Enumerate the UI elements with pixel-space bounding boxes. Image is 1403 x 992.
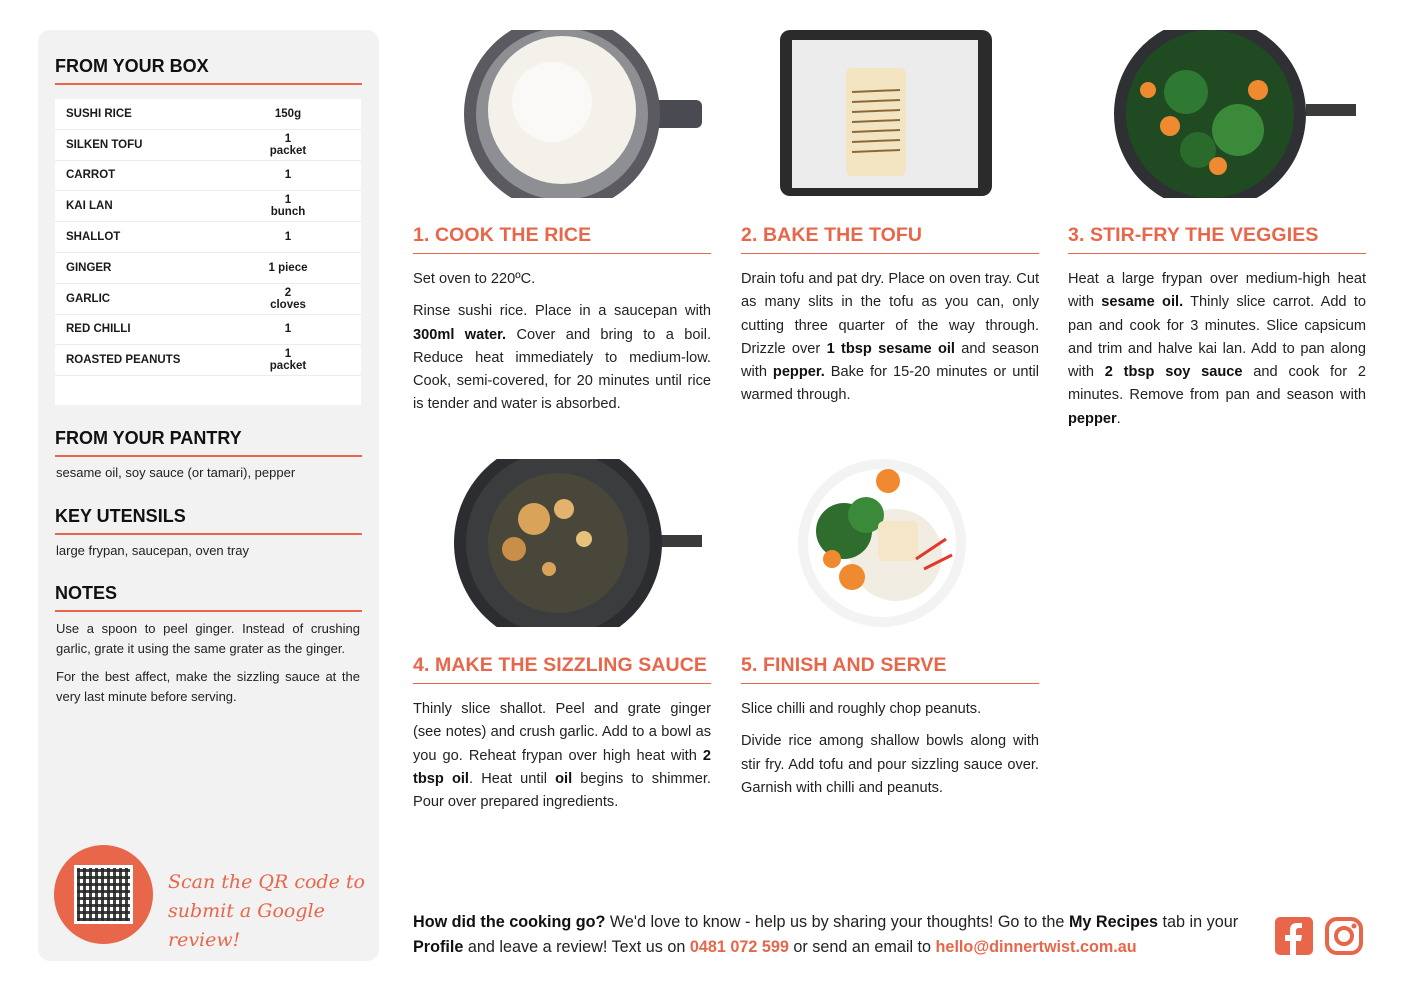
table-row: SHALLOT 1 — [55, 222, 361, 253]
table-row: RED CHILLI 1 — [55, 315, 361, 346]
table-row: ROASTED PEANUTS 1 packet — [55, 345, 361, 376]
pantry-title: FROM YOUR PANTRY — [55, 428, 362, 457]
phone-link[interactable]: 0481 072 599 — [689, 938, 789, 956]
qr-caption: Scan the QR code to submit a Google review! — [168, 871, 365, 951]
step-title: 4. MAKE THE SIZZLING SAUCE — [413, 654, 711, 684]
table-row: SUSHI RICE 150g — [55, 99, 361, 130]
instagram-icon[interactable] — [1325, 917, 1363, 955]
note-1: Use a spoon to peel ginger. Instead of crushing garlic, grate it using the same grater as the ginger. — [56, 621, 360, 656]
review-footer: How did the cooking go? We'd love to know - help us by sharing your thoughts! Go to the My Recipes tab in your Profile and leave a review! Text us on 0481 072 599 or send an email to hello@dinnertwist.com.au — [413, 913, 1239, 956]
email-link[interactable]: hello@dinnertwist.com.au — [935, 938, 1137, 956]
step-2: 2. BAKE THE TOFU Drain tofu and pat dry. Place on oven tray. Cut as many slits in the tofu as you can, only cutting three quarter of the way through. Drizzle over 1 tbsp sesame oil and season with pepper. Bake for 15-20 minutes or until warmed through. — [741, 224, 1040, 404]
table-row: SILKEN TOFU 1 packet — [55, 130, 361, 161]
qr-code-icon[interactable] — [74, 865, 133, 924]
utensils-text: large frypan, saucepan, oven tray — [56, 543, 249, 558]
step-title: 3. STIR-FRY THE VEGGIES — [1068, 224, 1366, 254]
step-4: 4. MAKE THE SIZZLING SAUCE Thinly slice shallot. Peel and grate ginger (see notes) and crush garlic. Add to a bowl as you go. Reheat frypan over high heat with 2 tbsp oil. Heat until oil begins to shimmer. Pour over prepared ingredients. — [413, 654, 711, 811]
sizzling-sauce-photo — [454, 459, 704, 627]
veggies-pan-photo — [1108, 30, 1358, 198]
box-title: FROM YOUR BOX — [55, 56, 362, 85]
box-ingredients-table — [55, 99, 361, 405]
utensils-title: KEY UTENSILS — [55, 506, 362, 535]
step-3: 3. STIR-FRY THE VEGGIES Heat a large frypan over medium-high heat with sesame oil. Thinly slice carrot. Add to pan and cook for 3 minutes. Slice capsicum and trim and halve kai lan. Add to pan along with 2 tbsp soy sauce and cook for 2 minutes. Remove from pan and season with pepper. — [1068, 224, 1366, 427]
pantry-text: sesame oil, soy sauce (or tamari), pepper — [56, 465, 296, 480]
table-row: GINGER 1 piece — [55, 253, 361, 284]
step-title: 2. BAKE THE TOFU — [741, 224, 1039, 254]
table-row: CARROT 1 — [55, 161, 361, 192]
step-title: 5. FINISH AND SERVE — [741, 654, 1039, 684]
table-row: GARLIC 2 cloves — [55, 284, 361, 315]
step-title: 1. COOK THE RICE — [413, 224, 711, 254]
notes-title: NOTES — [55, 583, 362, 612]
tofu-tray-photo — [780, 30, 992, 198]
facebook-icon[interactable] — [1275, 917, 1313, 955]
step-1: 1. COOK THE RICE Set oven to 220ºC. Rinse sushi rice. Place in a saucepan with 300ml water. Cover and bring to a boil. Reduce heat immediately to medium-low. Cook, semi-covered, for 20 minutes until rice is tender and water is absorbed. — [413, 224, 711, 413]
step-5: 5. FINISH AND SERVE Slice chilli and roughly chop peanuts. Divide rice among shallow bowls along with stir fry. Add tofu and pour sizzling sauce over. Garnish with chilli and peanuts. — [741, 654, 1039, 796]
ingredients-sidebar — [38, 30, 379, 961]
rice-pot-photo — [462, 30, 702, 198]
notes-text — [56, 619, 360, 715]
note-2: For the best affect, make the sizzling sauce at the very last minute before serving. — [56, 669, 360, 704]
table-row: KAI LAN 1 bunch — [55, 191, 361, 222]
finished-bowl-photo — [796, 459, 972, 627]
qr-badge — [54, 845, 153, 944]
